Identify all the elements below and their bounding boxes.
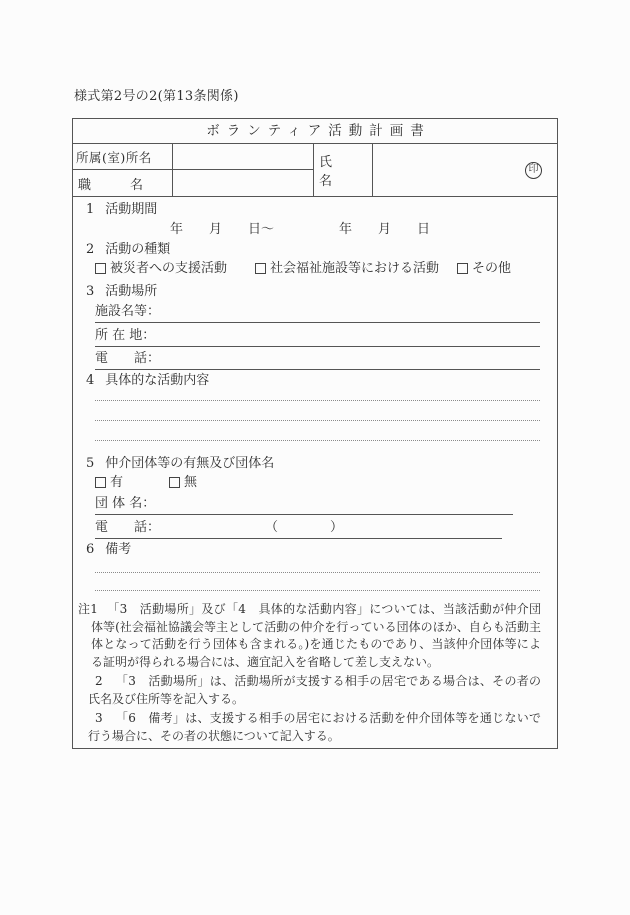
option-yes[interactable]: 有 bbox=[95, 474, 123, 491]
activity-detail-line[interactable] bbox=[95, 389, 540, 401]
phone-label: 電 話： bbox=[95, 351, 161, 366]
name-input[interactable] bbox=[373, 144, 557, 196]
form-title: ボランティア活動計画書 bbox=[73, 119, 557, 144]
position-label: 職 名 bbox=[73, 170, 173, 196]
checkbox-disaster-support-icon[interactable] bbox=[95, 263, 106, 274]
section5-number: 5 bbox=[86, 456, 95, 471]
section3-title: 3 活動場所 bbox=[86, 284, 158, 299]
stamp-seal-icon bbox=[525, 162, 542, 179]
affiliation-label: 所属(室)所名 bbox=[73, 144, 173, 170]
note-3-marker: 3 bbox=[95, 711, 103, 725]
section5-title: 5 仲介団体等の有無及び団体名 bbox=[86, 456, 275, 471]
facility-name-row bbox=[95, 303, 540, 323]
section2-number: 2 bbox=[86, 242, 95, 257]
option-welfare-facility[interactable]: 社会福祉施設等における活動 bbox=[255, 260, 439, 277]
organization-phone-row bbox=[95, 519, 502, 539]
facility-name-fill[interactable] bbox=[160, 303, 540, 320]
note-2: 2 「3 活動場所」は、活動場所が支援する相手の居宅である場合は、その者の氏名及び住所等を記入する。 bbox=[88, 674, 541, 706]
stamp-label: 印 bbox=[528, 164, 539, 175]
area-code-parens[interactable]: （ ） bbox=[265, 520, 344, 535]
remarks-line[interactable] bbox=[95, 558, 540, 573]
address-row bbox=[95, 327, 540, 347]
remarks-line[interactable] bbox=[95, 573, 540, 591]
organization-name-label: 団 体 名： bbox=[95, 496, 156, 511]
organization-phone-label: 電 話： bbox=[95, 520, 161, 535]
phone-fill[interactable] bbox=[160, 350, 540, 367]
section4-title: 4 具体的な活動内容 bbox=[86, 373, 210, 388]
note-2-marker: 2 bbox=[95, 674, 103, 688]
activity-type-options bbox=[73, 260, 557, 277]
affiliation-input[interactable] bbox=[173, 144, 314, 170]
form-body bbox=[73, 201, 557, 745]
section1-number: 1 bbox=[86, 202, 95, 217]
option-other[interactable]: その他 bbox=[457, 260, 511, 277]
form-number: 様式第2号の2(第13条関係) bbox=[74, 89, 239, 104]
activity-detail-line[interactable] bbox=[95, 421, 540, 441]
name-label: 氏 名 bbox=[314, 144, 373, 196]
position-input[interactable] bbox=[173, 170, 314, 196]
note-1-marker: 注1 bbox=[78, 602, 98, 616]
checkbox-welfare-facility-icon[interactable] bbox=[255, 263, 266, 274]
organization-phone-fill[interactable] bbox=[343, 519, 502, 536]
section4-number: 4 bbox=[86, 373, 95, 388]
section1-title: 1 活動期間 bbox=[86, 202, 158, 217]
activity-period-date-line[interactable]: 年 月 日～ 年 月 日 bbox=[170, 222, 431, 237]
checkbox-yes-icon[interactable] bbox=[95, 477, 106, 488]
option-disaster-support[interactable]: 被災者への支援活動 bbox=[95, 260, 227, 277]
facility-name-label: 施設名等： bbox=[95, 304, 161, 319]
address-fill[interactable] bbox=[155, 327, 540, 344]
checkbox-no-icon[interactable] bbox=[169, 477, 180, 488]
checkbox-other-icon[interactable] bbox=[457, 263, 468, 274]
section6-title: 6 備考 bbox=[86, 542, 132, 557]
organization-name-row bbox=[95, 495, 513, 515]
organization-name-fill[interactable] bbox=[155, 495, 513, 512]
notes-block bbox=[78, 601, 541, 745]
section3-number: 3 bbox=[86, 284, 95, 299]
form-box bbox=[72, 118, 558, 749]
header-table bbox=[73, 144, 557, 197]
section6-number: 6 bbox=[86, 542, 95, 557]
phone-row bbox=[95, 350, 540, 370]
note-1: 注1 「3 活動場所」及び「4 具体的な活動内容」については、当該活動が仲介団体等(社会福祉協議会等主として活動の仲介を行っている団体のほか、自らも活動主体となって活動を行う団体も含まれる。)を通じたものであり、当該仲介団体等による証明が得られる場合には、適宜記入を省略して差し支えない。 bbox=[78, 602, 541, 669]
activity-detail-line[interactable] bbox=[95, 401, 540, 421]
address-label: 所 在 地： bbox=[95, 328, 156, 343]
note-3: 3 「6 備考」は、支援する相手の居宅における活動を仲介団体等を通じないで行う場合に、その者の状態について記入する。 bbox=[88, 711, 541, 743]
intermediary-options bbox=[73, 474, 557, 491]
section2-title: 2 活動の種類 bbox=[86, 242, 171, 257]
option-no[interactable]: 無 bbox=[169, 474, 197, 491]
